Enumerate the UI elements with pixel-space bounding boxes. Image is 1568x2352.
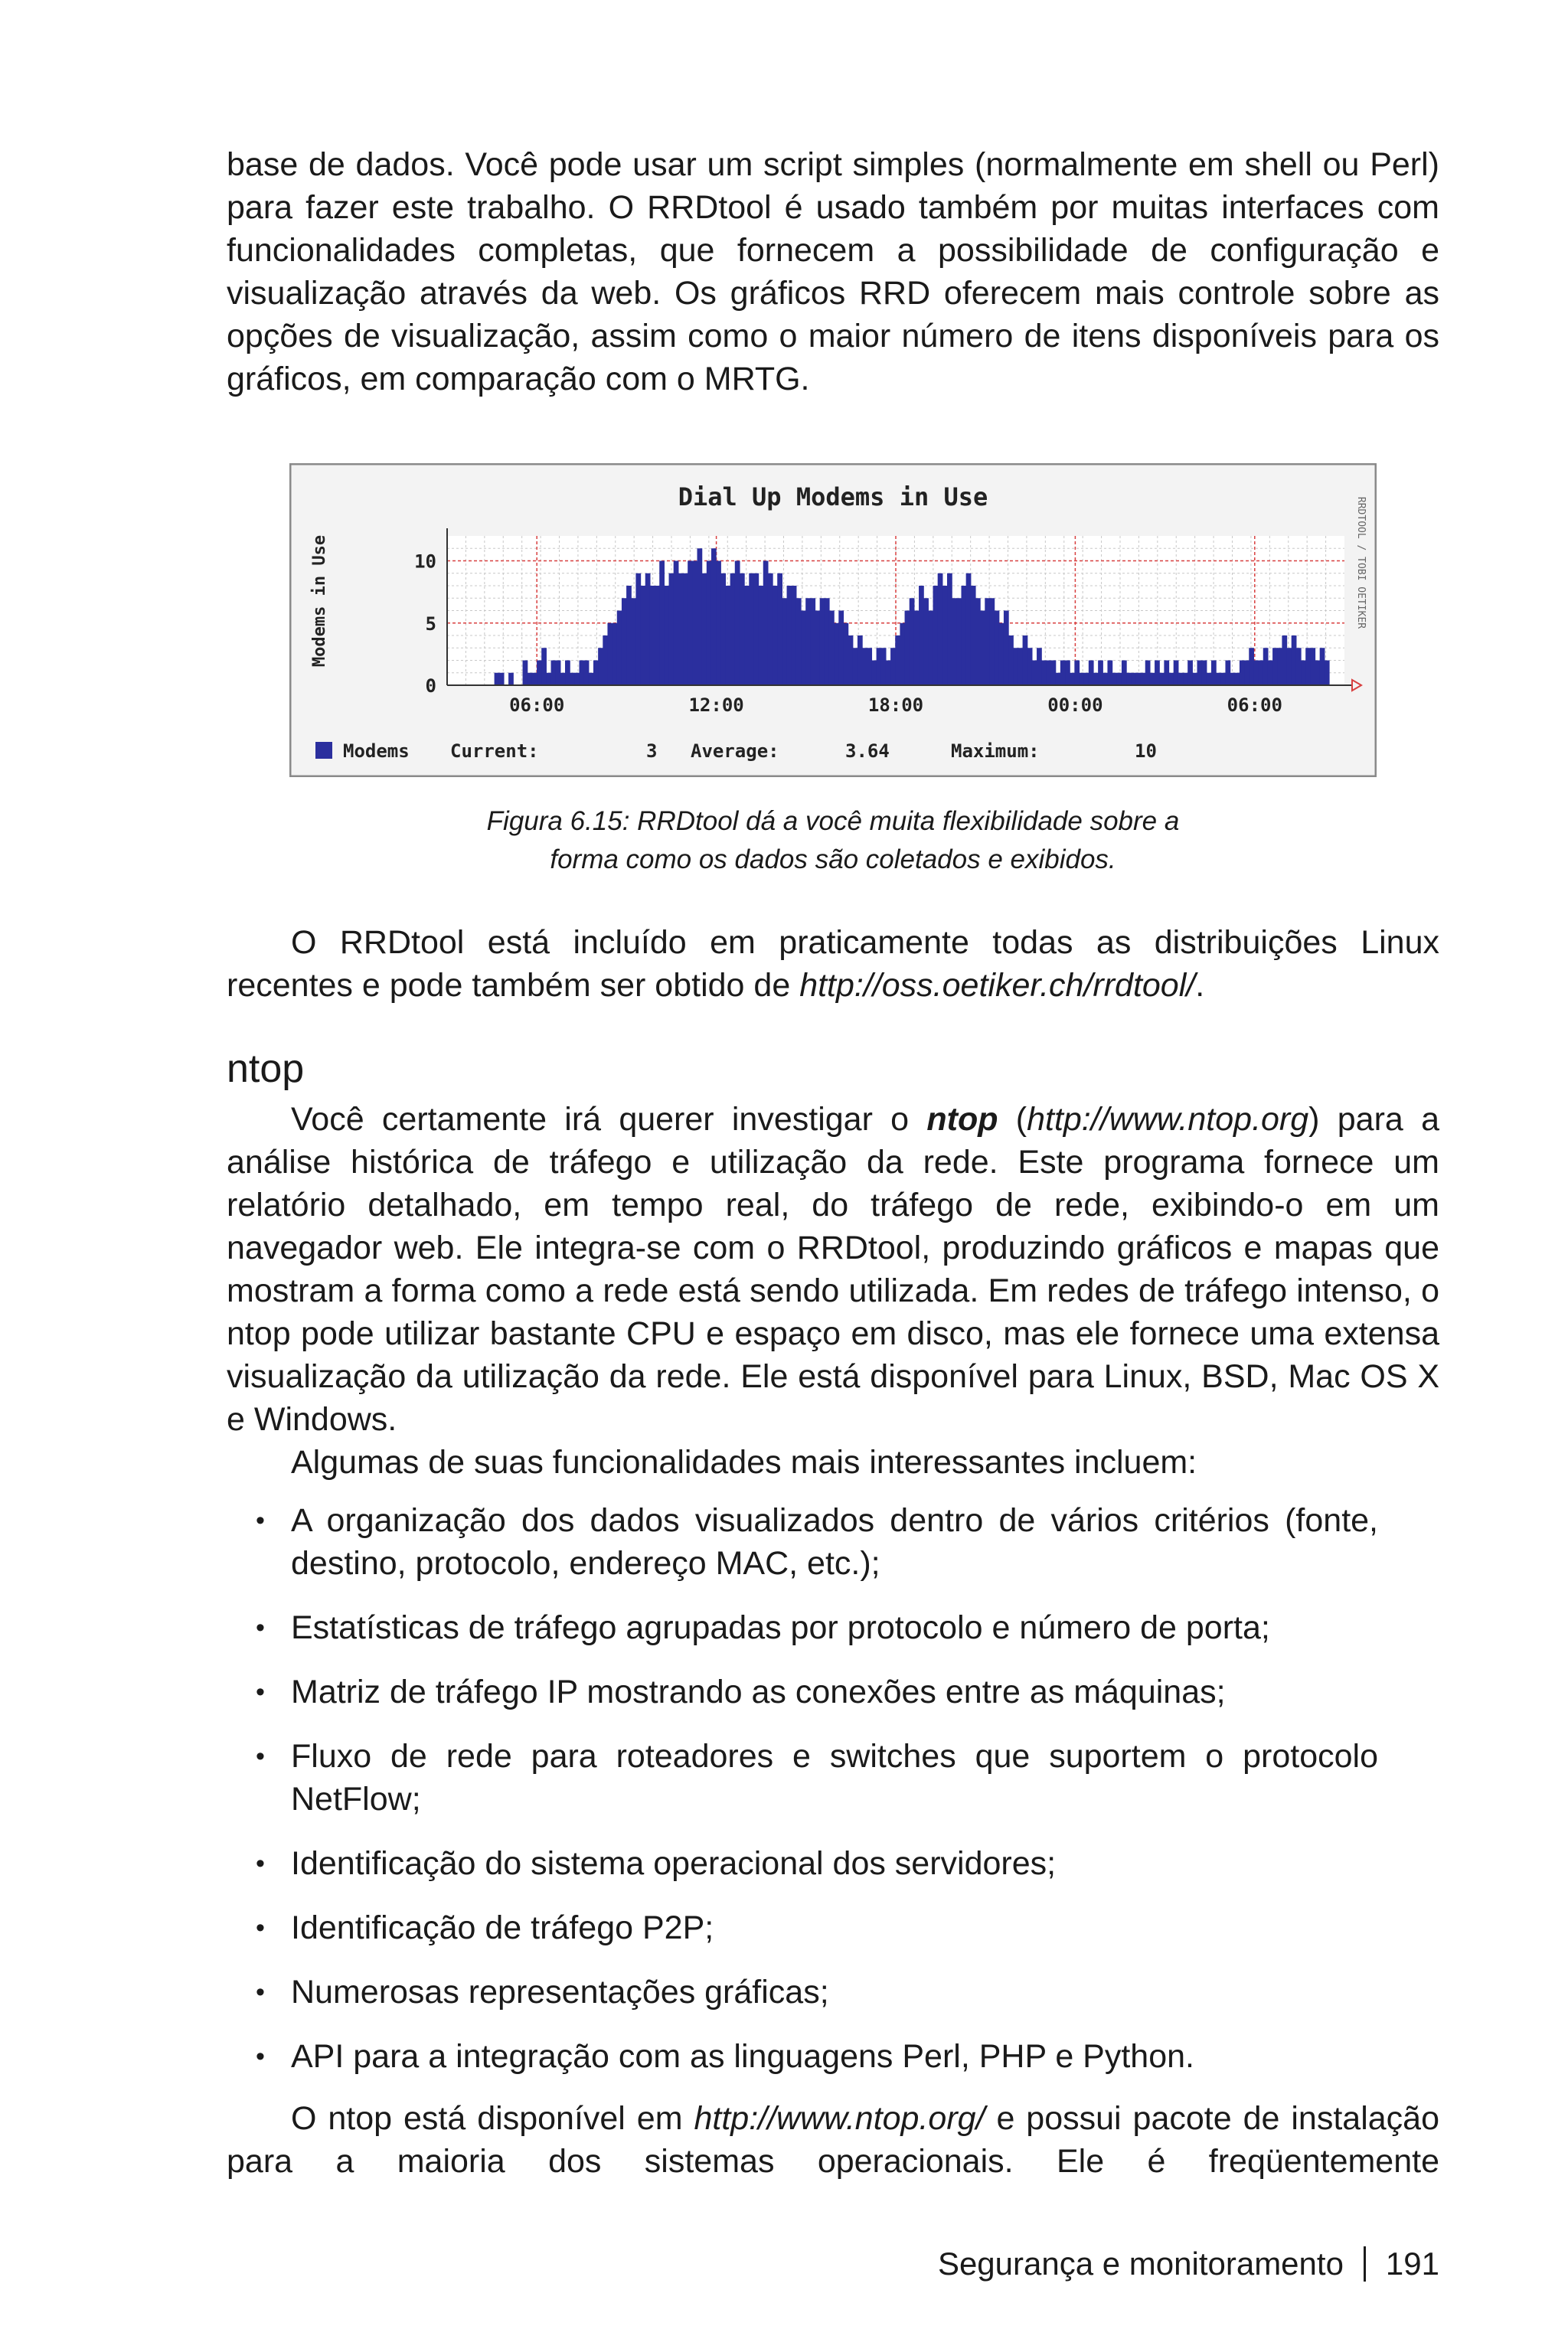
series-bar <box>1008 635 1014 685</box>
series-bar <box>1272 648 1278 685</box>
series-bar <box>1207 673 1212 685</box>
series-bar <box>674 561 679 686</box>
series-bar <box>659 561 665 686</box>
rrd-chart <box>289 463 1377 777</box>
series-bar <box>1225 661 1230 686</box>
series-bar <box>678 573 684 685</box>
series-bar <box>787 586 792 685</box>
series-bar <box>749 573 754 685</box>
legend-current-value: 3 <box>646 740 658 762</box>
x-tick-label: 00:00 <box>1047 694 1103 716</box>
series-bar <box>900 623 905 685</box>
series-bar <box>971 586 976 685</box>
feature-list <box>227 1499 1378 2099</box>
series-bar <box>910 598 915 685</box>
series-bar <box>1112 673 1118 685</box>
bullet-icon: • <box>256 1913 265 1942</box>
series-bar <box>1023 635 1028 685</box>
bullet-icon: • <box>256 1613 265 1642</box>
series-bar <box>537 661 542 686</box>
series-bar <box>805 598 811 685</box>
series-bar <box>702 573 707 685</box>
series-bar <box>858 635 863 685</box>
series-bar <box>820 598 825 685</box>
series-bar <box>579 661 584 686</box>
series-bar <box>669 573 675 685</box>
series-bar <box>773 586 778 685</box>
series-bar <box>1060 661 1066 686</box>
series-bar <box>1292 635 1297 685</box>
series-bar <box>1315 661 1321 686</box>
series-bar <box>1131 673 1136 685</box>
x-tick-label: 12:00 <box>688 694 744 716</box>
series-bar <box>1301 661 1306 686</box>
series-bar <box>999 623 1004 685</box>
figure-caption <box>227 802 1439 879</box>
series-bar <box>1126 673 1132 685</box>
series-bar <box>688 561 693 686</box>
series-bar <box>612 623 618 685</box>
series-bar <box>975 598 981 685</box>
page-footer <box>938 2243 1439 2285</box>
series-bar <box>1056 673 1061 685</box>
series-bar <box>1102 673 1108 685</box>
final-para-start: O ntop está disponível em <box>291 2100 694 2137</box>
series-bar <box>995 611 1000 686</box>
series-bar <box>753 573 759 685</box>
bullet-icon: • <box>256 1978 265 2007</box>
series-bar <box>635 573 641 685</box>
list-item: • Numerosas representações gráficas; <box>227 1971 1378 2014</box>
series-bar <box>551 661 557 686</box>
series-bar <box>499 673 505 685</box>
series-bar <box>862 648 867 685</box>
bullet-icon: • <box>256 2042 265 2071</box>
series-bar <box>716 561 721 686</box>
series-bar <box>645 573 651 685</box>
series-bar <box>650 586 655 685</box>
series-bar <box>607 623 612 685</box>
series-bar <box>1032 661 1037 686</box>
series-bar <box>626 586 632 685</box>
series-bar <box>1098 661 1103 686</box>
y-tick-label: 0 <box>425 675 436 697</box>
series-bar <box>966 573 972 685</box>
series-bar <box>655 586 660 685</box>
series-bar <box>641 586 646 685</box>
series-bar <box>603 635 608 685</box>
series-bar <box>810 598 815 685</box>
series-bar <box>815 611 821 686</box>
series-bar <box>683 573 688 685</box>
series-bar <box>1253 661 1259 686</box>
chart-title: Dial Up Modems in Use <box>678 482 988 511</box>
series-bar <box>1013 648 1018 685</box>
series-bar <box>1164 661 1169 686</box>
series-bar <box>877 648 882 685</box>
series-bar <box>1150 673 1155 685</box>
series-bar <box>1320 648 1325 685</box>
x-tick-label: 18:00 <box>867 694 924 716</box>
series-bar <box>768 573 773 685</box>
section-heading: ntop <box>227 1047 305 1091</box>
series-bar <box>664 586 669 685</box>
series-bar <box>1192 673 1197 685</box>
rrd-link[interactable]: http://oss.oetiker.ch/rrdtool/ <box>799 967 1196 1004</box>
series-bar <box>584 661 590 686</box>
series-bar <box>1277 648 1282 685</box>
series-bar <box>1249 648 1254 685</box>
rrd-para-end: . <box>1195 967 1205 1004</box>
series-bar <box>1183 673 1188 685</box>
series-bar <box>919 586 924 685</box>
series-bar <box>697 548 703 685</box>
ntop-name: ntop <box>926 1101 998 1138</box>
series-bar <box>1135 673 1141 685</box>
series-bar <box>938 573 943 685</box>
series-bar <box>1107 661 1112 686</box>
series-bar <box>853 648 858 685</box>
ntop-para-start: Você certamente irá querer investigar o <box>291 1101 927 1138</box>
series-bar <box>1122 661 1127 686</box>
series-bar <box>1074 661 1080 686</box>
series-bar <box>1259 661 1264 686</box>
x-tick-label: 06:00 <box>509 694 565 716</box>
series-bar <box>730 573 736 685</box>
series-bar <box>1202 661 1207 686</box>
series-bar <box>985 598 990 685</box>
series-bar <box>1018 648 1023 685</box>
series-bar <box>1220 673 1226 685</box>
series-bar <box>692 561 697 686</box>
ntop-download-url[interactable]: http://www.ntop.org/ <box>694 2100 985 2137</box>
chart-side-label: RRDTOOL / TOBI OETIKER <box>1355 496 1367 629</box>
bullet-icon: • <box>256 1742 265 1771</box>
bullet-icon: • <box>256 1677 265 1707</box>
series-bar <box>1084 673 1089 685</box>
list-item: • Matriz de tráfego IP mostrando as conexões entre as máquinas; <box>227 1671 1378 1713</box>
series-bar <box>952 598 957 685</box>
series-bar <box>593 661 599 686</box>
series-bar <box>838 611 844 686</box>
series-bar <box>759 586 764 685</box>
legend-swatch <box>315 742 332 759</box>
chart-ylabel: Modems in Use <box>310 534 329 668</box>
series-bar <box>1310 648 1315 685</box>
series-bar <box>825 598 830 685</box>
rrd-para-text: O RRDtool está incluído em praticamente todas as distribuições Linux recentes e pode também ser obtido de <box>227 924 1439 1004</box>
series-bar <box>980 611 985 686</box>
ntop-url[interactable]: http://www.ntop.org <box>1027 1101 1309 1138</box>
series-bar <box>570 673 575 685</box>
series-bar <box>801 611 806 686</box>
series-bar <box>843 623 848 685</box>
series-bar <box>777 573 782 685</box>
series-bar <box>1211 661 1217 686</box>
legend-maximum-value: 10 <box>1135 740 1157 762</box>
series-bar <box>796 598 802 685</box>
features-intro: Algumas de suas funcionalidades mais interessantes incluem: <box>291 1444 1197 1481</box>
series-bar <box>1263 648 1269 685</box>
series-bar <box>1093 673 1099 685</box>
series-bar <box>1244 661 1250 686</box>
page-number: 191 <box>1385 2246 1439 2282</box>
intro-text: base de dados. Você pode usar um script simples (normalmente em shell ou Perl) para fazer este trabalho. O RRDtool é usado também por muitas interfaces com funcionalidades completas, que fornecem a possibilidade de configuração e visualização através da web. Os gráficos RRD oferecem mais controle sobre as opções de visualização, assim como o maior número de itens disponíveis para os gráficos, em comparação com o MRTG. <box>227 146 1439 397</box>
series-bar <box>622 598 627 685</box>
series-bar <box>565 661 570 686</box>
list-item: • Fluxo de rede para roteadores e switches que suportem o protocolo NetFlow; <box>227 1735 1378 1821</box>
series-bar <box>541 648 547 685</box>
series-bar <box>598 648 603 685</box>
legend-average-value: 3.64 <box>845 740 890 762</box>
series-bar <box>1046 661 1051 686</box>
series-bar <box>495 673 500 685</box>
series-bar <box>989 598 995 685</box>
series-bar <box>725 586 730 685</box>
series-bar <box>1141 673 1146 685</box>
caption-line-1: Figura 6.15: RRDtool dá a você muita flexibilidade sobre a <box>486 806 1180 836</box>
series-bar <box>1216 673 1221 685</box>
series-bar <box>914 611 920 686</box>
series-bar <box>1240 661 1245 686</box>
legend-average-label: Average: <box>691 740 779 762</box>
series-bar <box>546 673 551 685</box>
series-bar <box>782 598 787 685</box>
list-item: • Identificação de tráfego P2P; <box>227 1906 1378 1949</box>
series-bar <box>740 573 745 685</box>
bullet-icon: • <box>256 1849 265 1878</box>
series-bar <box>532 673 537 685</box>
series-bar <box>1282 635 1287 685</box>
series-bar <box>1174 661 1179 686</box>
series-bar <box>744 586 750 685</box>
series-bar <box>1325 661 1330 686</box>
series-bar <box>871 661 877 686</box>
series-bar <box>890 648 896 685</box>
series-bar <box>528 673 533 685</box>
series-bar <box>1117 673 1122 685</box>
series-bar <box>1051 661 1057 686</box>
series-bar <box>1230 673 1236 685</box>
series-bar <box>707 561 712 686</box>
rrdtool-paragraph <box>227 921 1439 1007</box>
series-bar <box>556 661 561 686</box>
series-bar <box>933 586 939 685</box>
series-bar <box>881 648 887 685</box>
series-bar <box>1065 661 1070 686</box>
bullet-icon: • <box>256 1506 265 1535</box>
list-item: • Estatísticas de tráfego agrupadas por protocolo e número de porta; <box>227 1606 1378 1649</box>
legend-maximum-label: Maximum: <box>951 740 1040 762</box>
series-bar <box>956 598 962 685</box>
list-item: • API para a integração com as linguagens Perl, PHP e Python. <box>227 2035 1378 2078</box>
series-bar <box>1155 661 1160 686</box>
series-bar <box>942 586 948 685</box>
series-bar <box>947 573 952 685</box>
series-bar <box>1287 648 1292 685</box>
ntop-paragraph <box>227 1098 1439 1484</box>
series-bar <box>792 586 797 685</box>
y-tick-label: 10 <box>414 550 436 573</box>
series-bar <box>1145 661 1151 686</box>
series-bar <box>1296 648 1302 685</box>
series-bar <box>867 648 872 685</box>
series-bar <box>1169 673 1174 685</box>
series-bar <box>1178 673 1184 685</box>
series-bar <box>1037 648 1042 685</box>
series-bar <box>1268 661 1273 686</box>
series-bar <box>617 611 622 686</box>
series-bar <box>1079 673 1084 685</box>
series-bar <box>895 635 900 685</box>
y-tick-label: 5 <box>425 612 436 635</box>
ntop-para-open: ( <box>998 1101 1027 1138</box>
series-bar <box>848 635 854 685</box>
series-bar <box>560 673 566 685</box>
list-item: • A organização dos dados visualizados dentro de vários critérios (fonte, destino, protocolo, endereço MAC, etc.); <box>227 1499 1378 1585</box>
ntop-para-rest: ) para a análise histórica de tráfego e utilização da rede. Este programa fornece um relatório detalhado, em tempo real, do tráfego de rede, exibindo-o em um navegador web. Ele integra-se com o RRDtool, produzindo gráficos e mapas que mostram a forma como a rede está sendo utilizada. Em redes de tráfego intenso, o ntop pode utilizar bastante CPU e espaço em disco, mas ele fornece uma extensa visualização da utilização da rede. Ele está disponível para Linux, BSD, Mac OS X e Windows. <box>227 1101 1439 1438</box>
caption-line-2: forma como os dados são coletados e exibidos. <box>550 844 1116 874</box>
series-bar <box>923 598 929 685</box>
legend-current-label: Current: <box>450 740 539 762</box>
series-bar <box>1004 611 1009 686</box>
intro-paragraph <box>227 143 1439 400</box>
series-bar <box>1235 673 1240 685</box>
series-bar <box>961 586 966 685</box>
series-bar <box>1070 673 1075 685</box>
series-bar <box>523 661 528 686</box>
series-bar <box>763 561 769 686</box>
final-para-rest: e possui pacote de instalação para a maioria dos sistemas operacionais. Ele é freqüentemente <box>227 2100 1439 2180</box>
series-bar <box>1159 673 1165 685</box>
series-bar <box>1089 661 1094 686</box>
series-bar <box>1187 661 1193 686</box>
series-bar <box>589 673 594 685</box>
series-bar <box>735 561 740 686</box>
series-bar <box>1305 648 1311 685</box>
series-bar <box>574 673 580 685</box>
series-bar <box>1027 648 1033 685</box>
series-bar <box>711 548 717 685</box>
series-bar <box>1041 661 1047 686</box>
footer-section: Segurança e monitoramento <box>937 2246 1344 2282</box>
series-bar <box>886 661 891 686</box>
x-tick-label: 06:00 <box>1227 694 1282 716</box>
series-bar <box>834 623 839 685</box>
series-bar <box>1197 661 1203 686</box>
series-bar <box>508 673 514 685</box>
series-bar <box>829 611 835 686</box>
series-bar <box>928 611 933 686</box>
series-bar <box>631 598 636 685</box>
footer-separator <box>1364 2246 1366 2282</box>
series-bar <box>905 611 910 686</box>
list-item: • Identificação do sistema operacional dos servidores; <box>227 1842 1378 1885</box>
final-paragraph <box>227 2097 1439 2183</box>
legend-series-name: Modems <box>343 740 410 762</box>
series-bar <box>720 573 726 685</box>
